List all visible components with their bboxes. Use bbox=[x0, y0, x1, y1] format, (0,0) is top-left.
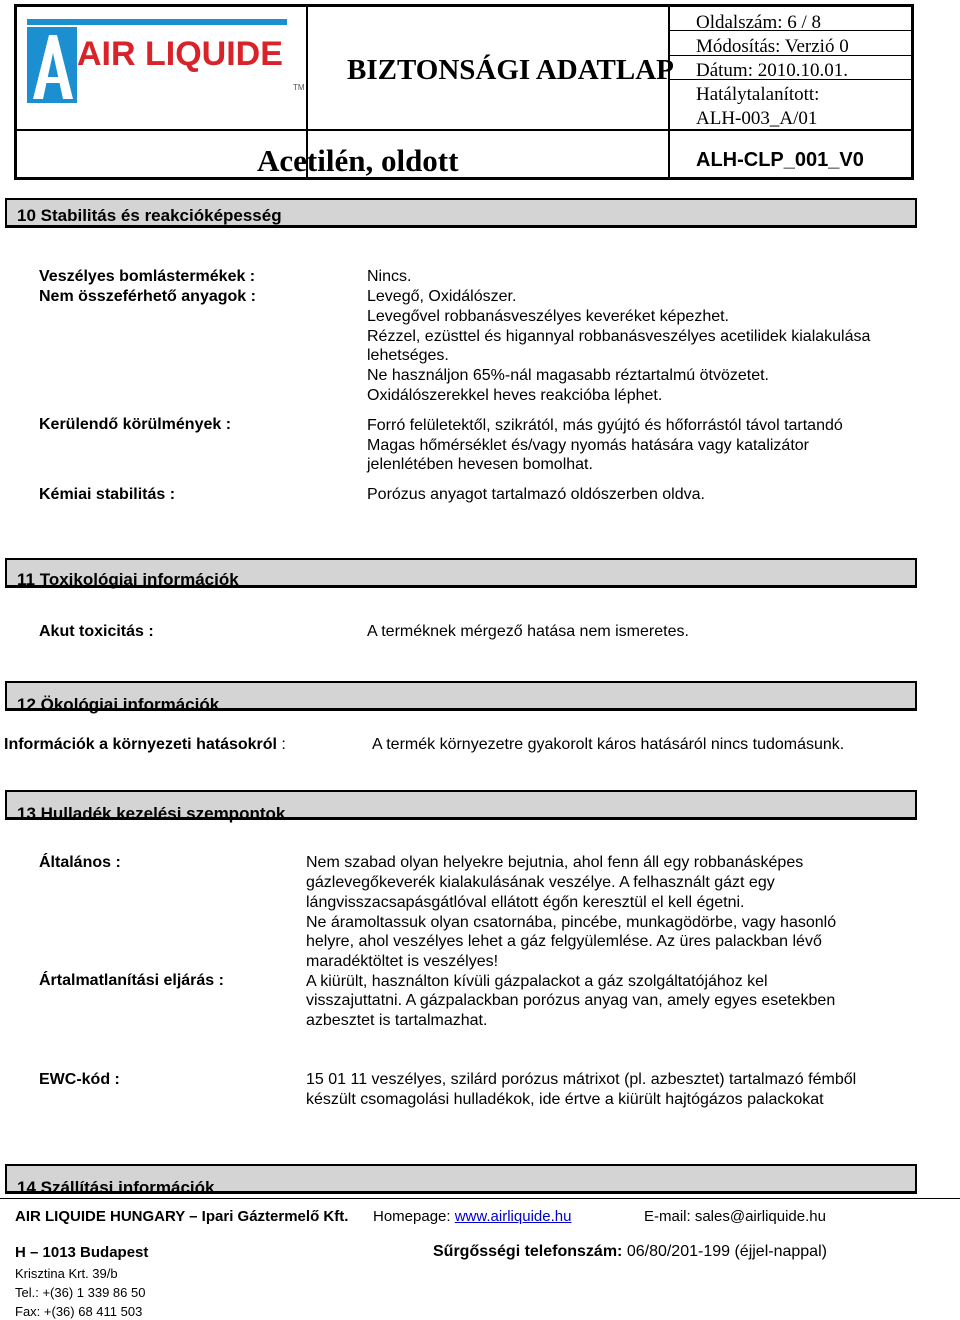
s10-text-2: Levegő, Oxidálószer. bbox=[367, 288, 517, 305]
s13-text-6: maradéktöltet is veszélyes! bbox=[306, 953, 499, 970]
logo-mark-icon bbox=[25, 19, 85, 107]
logo-tm: TM bbox=[293, 83, 305, 92]
s13-text-2: gázlevegőkeverék kialakulásának veszélye. A felhasznált gázt egy bbox=[306, 874, 775, 891]
logo-text: AIR LIQUIDE bbox=[77, 35, 283, 73]
ewc-text-2: készült csomagolási hulladékok, ide értve a kiürült hajtógázos palackokat bbox=[306, 1091, 824, 1108]
footer-city: H – 1013 Budapest bbox=[15, 1244, 149, 1261]
product-name: Acetilén, oldott bbox=[257, 143, 459, 178]
s10-text-1: Nincs. bbox=[367, 268, 412, 285]
section-13-title: 13 Hulladék kezelési szempontok bbox=[17, 804, 286, 823]
section-11-header bbox=[5, 558, 917, 588]
s13-text-5: helyre, ahol veszélyes lehet a gáz felgyülemlése. Az üres palackban lévő bbox=[306, 933, 822, 950]
label-conditions-avoid: Kerülendő körülmények : bbox=[39, 416, 232, 433]
s10-text-9: Magas hőmérséklet és/vagy nyomás hatására vagy katalizátor bbox=[367, 437, 809, 454]
footer-tel: Tel.: +(36) 1 339 86 50 bbox=[15, 1285, 146, 1300]
s10-text-10: jelenlétében hevesen bomolhat. bbox=[367, 456, 593, 473]
s13-text-3: lángvisszacsapásgátlóval ellátott égőn keresztül el kell égetni. bbox=[306, 894, 745, 911]
label-ewc: EWC-kód : bbox=[39, 1071, 120, 1088]
s13-text-9: azbesztet is tartalmazhat. bbox=[306, 1012, 488, 1029]
footer-company: AIR LIQUIDE HUNGARY – Ipari Gáztermelő Kft. bbox=[15, 1208, 349, 1225]
label-acute-toxicity: Akut toxicitás : bbox=[39, 623, 154, 640]
s13-text-7: A kiürült, használton kívüli gázpalackot a gáz szolgáltatójához kel bbox=[306, 973, 768, 990]
label-decomposition: Veszélyes bomlástermékek : bbox=[39, 268, 256, 285]
s10-text-3: Levegővel robbanásveszélyes keveréket képezhet. bbox=[367, 308, 729, 325]
footer-email: E-mail: sales@airliquide.hu bbox=[644, 1208, 826, 1225]
section-10-header bbox=[5, 198, 917, 228]
s10-text-6: Ne használjon 65%-nál magasabb réztartalmú ötvözetet. bbox=[367, 367, 769, 384]
s13-text-8: visszajuttatni. A gázpalackban porózus anyag van, amely egyes esetekben bbox=[306, 992, 836, 1009]
supersedes-value: ALH-003_A/01 bbox=[696, 108, 818, 129]
s10-text-11: Porózus anyagot tartalmazó oldószerben oldva. bbox=[367, 486, 705, 503]
footer-emergency: Sűrgősségi telefonszám: 06/80/201-199 (éjjel-nappal) bbox=[433, 1243, 827, 1260]
date: Dátum: 2010.10.01. bbox=[696, 60, 848, 81]
header-box bbox=[14, 4, 914, 180]
section-11-title: 11 Toxikológiai információk bbox=[17, 570, 239, 589]
supersedes-label: Hatálytalanított: bbox=[696, 84, 820, 105]
label-disposal: Ártalmatlanítási eljárás : bbox=[39, 972, 224, 989]
label-chemical-stability: Kémiai stabilitás : bbox=[39, 486, 176, 503]
homepage-link[interactable]: www.airliquide.hu bbox=[454, 1208, 572, 1225]
section-12-title: 12 Ökológiai információk bbox=[17, 695, 220, 714]
label-incompatible: Nem összeférhető anyagok : bbox=[39, 288, 256, 305]
s10-text-4: Rézzel, ezüsttel és higannyal robbanásveszélyes acetilidek kialakulása bbox=[367, 328, 871, 345]
s11-text: A terméknek mérgező hatása nem ismeretes. bbox=[367, 623, 689, 640]
header-divider-right bbox=[668, 7, 670, 177]
footer-fax: Fax: +(36) 68 411 503 bbox=[15, 1304, 143, 1319]
revision: Módosítás: Verzió 0 bbox=[696, 36, 849, 57]
footer-homepage: Homepage: www.airliquide.hu bbox=[373, 1208, 572, 1225]
footer-divider bbox=[0, 1198, 960, 1199]
page-number: Oldalszám: 6 / 8 bbox=[696, 12, 822, 33]
section-10-title: 10 Stabilitás és reakcióképesség bbox=[17, 206, 282, 225]
s13-text-4: Ne áramoltassuk olyan csatornába, pincébe, munkagödörbe, vagy hasonló bbox=[306, 914, 837, 931]
ewc-text-1: 15 01 11 veszélyes, szilárd porózus mátrixot (pl. azbesztet) tartalmazó fémből bbox=[306, 1071, 857, 1088]
footer-street: Krisztina Krt. 39/b bbox=[15, 1266, 118, 1281]
s10-text-5: lehetséges. bbox=[367, 347, 449, 364]
s13-text-1: Nem szabad olyan helyekre bejutnia, ahol fenn áll egy robbanásképes bbox=[306, 854, 804, 871]
s10-text-8: Forró felületektől, szikrától, más gyújtó és hőforrástól távol tartandó bbox=[367, 417, 843, 434]
s12-text: A termék környezetre gyakorolt káros hatásáról nincs tudomásunk. bbox=[372, 736, 845, 753]
label-environmental: Információk a környezeti hatásokról : bbox=[4, 736, 286, 753]
label-general: Általános : bbox=[39, 854, 121, 871]
document-code: ALH-CLP_001_V0 bbox=[696, 149, 864, 171]
document-title: BIZTONSÁGI ADATLAP bbox=[347, 54, 674, 86]
section-13-header bbox=[5, 790, 917, 823]
section-14-title: 14 Szállítási információk bbox=[17, 1178, 215, 1197]
section-14-header bbox=[5, 1164, 917, 1197]
s10-text-7: Oxidálószerekkel heves reakcióba léphet. bbox=[367, 387, 663, 404]
section-12-header bbox=[5, 681, 917, 714]
